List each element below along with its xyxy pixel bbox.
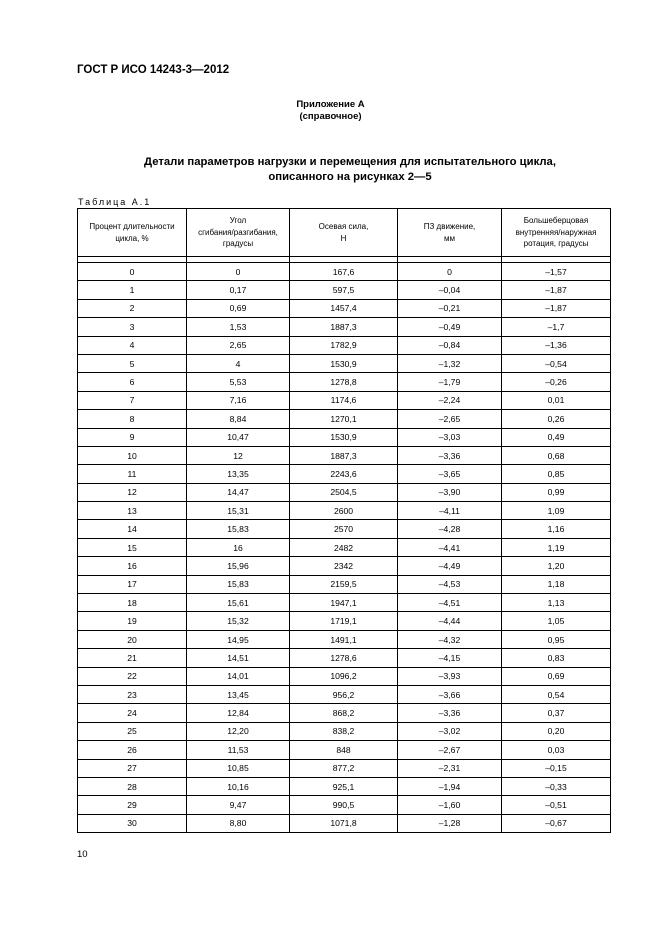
table-row: [78, 759, 611, 777]
table-row: [78, 704, 611, 722]
cell-flexion-angle: 15,32: [187, 612, 290, 630]
col-header-tibial-rotation: [502, 209, 611, 257]
cell-flexion-angle: 0: [187, 263, 290, 281]
cell-cycle-percent: 0: [78, 263, 187, 281]
cell-axial-force: 2482: [290, 538, 398, 556]
cell-tibial-rotation: 1,16: [502, 520, 611, 538]
cell-cycle-percent: 1: [78, 281, 187, 299]
cell-axial-force: 1071,8: [290, 814, 398, 832]
cell-tibial-rotation: –1,87: [502, 299, 611, 317]
cell-cycle-percent: 20: [78, 630, 187, 648]
cell-flexion-angle: 12: [187, 446, 290, 464]
table-row: [78, 685, 611, 703]
cell-flexion-angle: 0,17: [187, 281, 290, 299]
cell-axial-force: 990,5: [290, 796, 398, 814]
cell-flexion-angle: 15,61: [187, 594, 290, 612]
cell-tibial-rotation: –1,57: [502, 263, 611, 281]
cell-ap-motion: –3,03: [398, 428, 502, 446]
cell-cycle-percent: 18: [78, 594, 187, 612]
cell-axial-force: 1782,9: [290, 336, 398, 354]
cell-cycle-percent: 9: [78, 428, 187, 446]
table-body: [78, 263, 611, 833]
cell-tibial-rotation: 0,99: [502, 483, 611, 501]
table-row: [78, 649, 611, 667]
cell-flexion-angle: 12,84: [187, 704, 290, 722]
cell-tibial-rotation: –1,36: [502, 336, 611, 354]
cell-axial-force: 877,2: [290, 759, 398, 777]
header-line: сгибания/разгибания,: [198, 227, 278, 237]
table-row: [78, 391, 611, 409]
header-line: Большеберцовая: [523, 216, 589, 226]
cell-tibial-rotation: 0,54: [502, 685, 611, 703]
document-title: [80, 155, 620, 185]
col-header-cycle-percent: [78, 209, 187, 257]
table-row: [78, 630, 611, 648]
cell-ap-motion: –4,41: [398, 538, 502, 556]
cell-tibial-rotation: 1,20: [502, 557, 611, 575]
cell-cycle-percent: 3: [78, 318, 187, 336]
cell-flexion-angle: 16: [187, 538, 290, 556]
cell-axial-force: 2159,5: [290, 575, 398, 593]
cell-flexion-angle: 15,83: [187, 520, 290, 538]
cell-cycle-percent: 26: [78, 741, 187, 759]
cell-flexion-angle: 7,16: [187, 391, 290, 409]
header-line: ротация, градусы: [523, 239, 589, 249]
cell-axial-force: 848: [290, 741, 398, 759]
cell-ap-motion: –2,65: [398, 410, 502, 428]
cell-tibial-rotation: –1,7: [502, 318, 611, 336]
header-line: Процент длительности: [89, 222, 175, 231]
col-header-ap-motion: [398, 209, 502, 257]
cell-cycle-percent: 21: [78, 649, 187, 667]
cell-cycle-percent: 6: [78, 373, 187, 391]
cell-tibial-rotation: 0,85: [502, 465, 611, 483]
table-row: [78, 410, 611, 428]
cell-tibial-rotation: 0,20: [502, 722, 611, 740]
cell-axial-force: 597,5: [290, 281, 398, 299]
cell-ap-motion: –1,32: [398, 354, 502, 372]
cell-cycle-percent: 12: [78, 483, 187, 501]
cell-tibial-rotation: –0,33: [502, 777, 611, 795]
cell-ap-motion: –3,36: [398, 446, 502, 464]
table-row: [78, 796, 611, 814]
cell-flexion-angle: 13,45: [187, 685, 290, 703]
cell-ap-motion: –4,32: [398, 630, 502, 648]
col-header-axial-force: [290, 209, 398, 257]
cell-cycle-percent: 30: [78, 814, 187, 832]
cell-axial-force: 1096,2: [290, 667, 398, 685]
cell-flexion-angle: 8,84: [187, 410, 290, 428]
cell-tibial-rotation: 1,05: [502, 612, 611, 630]
cell-axial-force: 868,2: [290, 704, 398, 722]
cell-tibial-rotation: 1,18: [502, 575, 611, 593]
table-row: [78, 557, 611, 575]
cell-tibial-rotation: 0,37: [502, 704, 611, 722]
cell-cycle-percent: 4: [78, 336, 187, 354]
cell-tibial-rotation: 0,69: [502, 667, 611, 685]
document-title-line: описанного на рисунках 2—5: [268, 171, 432, 183]
annex-heading: [0, 99, 661, 123]
table-row: [78, 667, 611, 685]
cell-tibial-rotation: 1,19: [502, 538, 611, 556]
cell-axial-force: 1491,1: [290, 630, 398, 648]
cell-ap-motion: –4,51: [398, 594, 502, 612]
cell-flexion-angle: 0,69: [187, 299, 290, 317]
cell-axial-force: 956,2: [290, 685, 398, 703]
cell-flexion-angle: 15,96: [187, 557, 290, 575]
table-row: [78, 777, 611, 795]
cell-ap-motion: –2,31: [398, 759, 502, 777]
cell-ap-motion: –4,49: [398, 557, 502, 575]
cell-flexion-angle: 10,16: [187, 777, 290, 795]
cell-ap-motion: –0,84: [398, 336, 502, 354]
table-header-row: [78, 209, 611, 257]
cell-ap-motion: –3,90: [398, 483, 502, 501]
cell-axial-force: 1887,3: [290, 318, 398, 336]
table-row: [78, 612, 611, 630]
cell-tibial-rotation: 1,13: [502, 594, 611, 612]
header-line: ПЗ движение,: [423, 222, 476, 231]
header-line: Угол: [229, 216, 247, 226]
cell-cycle-percent: 24: [78, 704, 187, 722]
standard-code: ГОСТ Р ИСО 14243-3—2012: [77, 64, 230, 76]
cell-axial-force: 838,2: [290, 722, 398, 740]
cell-tibial-rotation: 1,09: [502, 502, 611, 520]
cell-tibial-rotation: –0,15: [502, 759, 611, 777]
cell-ap-motion: –1,28: [398, 814, 502, 832]
cell-flexion-angle: 11,53: [187, 741, 290, 759]
cell-axial-force: 1278,8: [290, 373, 398, 391]
cell-cycle-percent: 25: [78, 722, 187, 740]
cell-cycle-percent: 19: [78, 612, 187, 630]
cell-ap-motion: –0,49: [398, 318, 502, 336]
table-row: [78, 446, 611, 464]
cell-axial-force: 925,1: [290, 777, 398, 795]
cell-flexion-angle: 10,85: [187, 759, 290, 777]
header-line: внутренняя/наружная: [515, 227, 597, 237]
annex-status: (справочное): [299, 111, 362, 122]
cell-axial-force: 1887,3: [290, 446, 398, 464]
cell-ap-motion: –4,53: [398, 575, 502, 593]
cell-cycle-percent: 14: [78, 520, 187, 538]
cell-flexion-angle: 14,95: [187, 630, 290, 648]
cell-cycle-percent: 15: [78, 538, 187, 556]
cell-axial-force: 1530,9: [290, 354, 398, 372]
cell-axial-force: 1530,9: [290, 428, 398, 446]
cell-cycle-percent: 17: [78, 575, 187, 593]
cell-cycle-percent: 27: [78, 759, 187, 777]
table-row: [78, 483, 611, 501]
cell-ap-motion: –1,79: [398, 373, 502, 391]
cell-ap-motion: –1,94: [398, 777, 502, 795]
header-line: мм: [444, 233, 455, 243]
cell-flexion-angle: 15,83: [187, 575, 290, 593]
table-row: [78, 520, 611, 538]
cell-cycle-percent: 11: [78, 465, 187, 483]
table-row: [78, 722, 611, 740]
table-row: [78, 575, 611, 593]
cell-ap-motion: –0,21: [398, 299, 502, 317]
cell-ap-motion: 0: [398, 263, 502, 281]
cell-cycle-percent: 5: [78, 354, 187, 372]
cell-tibial-rotation: 0,83: [502, 649, 611, 667]
cell-ap-motion: –4,28: [398, 520, 502, 538]
table-label: Таблица А.1: [78, 197, 152, 207]
table-row: [78, 814, 611, 832]
cell-ap-motion: –3,65: [398, 465, 502, 483]
cell-ap-motion: –4,11: [398, 502, 502, 520]
cell-flexion-angle: 4: [187, 354, 290, 372]
cell-ap-motion: –1,60: [398, 796, 502, 814]
cell-tibial-rotation: –1,87: [502, 281, 611, 299]
table-row: [78, 336, 611, 354]
cell-tibial-rotation: 0,01: [502, 391, 611, 409]
cell-axial-force: 1947,1: [290, 594, 398, 612]
cell-cycle-percent: 23: [78, 685, 187, 703]
cell-tibial-rotation: 0,03: [502, 741, 611, 759]
cell-axial-force: 2600: [290, 502, 398, 520]
header-line: цикла, %: [115, 233, 149, 243]
cell-tibial-rotation: –0,54: [502, 354, 611, 372]
cell-flexion-angle: 14,01: [187, 667, 290, 685]
cell-ap-motion: –3,93: [398, 667, 502, 685]
table-row: [78, 263, 611, 281]
header-line: градусы: [222, 239, 254, 249]
header-line: Осевая сила,: [318, 222, 369, 231]
cell-tibial-rotation: 0,95: [502, 630, 611, 648]
cell-tibial-rotation: –0,67: [502, 814, 611, 832]
table-row: [78, 354, 611, 372]
table-row: [78, 299, 611, 317]
table-row: [78, 281, 611, 299]
table-row: [78, 741, 611, 759]
table-row: [78, 373, 611, 391]
cell-flexion-angle: 9,47: [187, 796, 290, 814]
cell-cycle-percent: 29: [78, 796, 187, 814]
cell-ap-motion: –2,67: [398, 741, 502, 759]
cell-axial-force: 2504,5: [290, 483, 398, 501]
cell-ap-motion: –4,44: [398, 612, 502, 630]
cell-flexion-angle: 10,47: [187, 428, 290, 446]
cell-axial-force: 2570: [290, 520, 398, 538]
cell-axial-force: 2243,6: [290, 465, 398, 483]
header-line: Н: [340, 233, 347, 243]
cell-cycle-percent: 8: [78, 410, 187, 428]
cell-cycle-percent: 28: [78, 777, 187, 795]
cell-axial-force: 2342: [290, 557, 398, 575]
cell-flexion-angle: 5,53: [187, 373, 290, 391]
data-table: [77, 208, 611, 833]
cell-cycle-percent: 22: [78, 667, 187, 685]
cell-axial-force: 1278,6: [290, 649, 398, 667]
cell-tibial-rotation: 0,49: [502, 428, 611, 446]
cell-flexion-angle: 15,31: [187, 502, 290, 520]
document-title-line: Детали параметров нагрузки и перемещения для испытательного цикла,: [144, 156, 556, 168]
cell-cycle-percent: 2: [78, 299, 187, 317]
cell-ap-motion: –4,15: [398, 649, 502, 667]
cell-cycle-percent: 13: [78, 502, 187, 520]
cell-flexion-angle: 14,51: [187, 649, 290, 667]
cell-ap-motion: –2,24: [398, 391, 502, 409]
cell-ap-motion: –0,04: [398, 281, 502, 299]
cell-ap-motion: –3,36: [398, 704, 502, 722]
table-row: [78, 318, 611, 336]
cell-cycle-percent: 10: [78, 446, 187, 464]
cell-tibial-rotation: 0,26: [502, 410, 611, 428]
table-row: [78, 594, 611, 612]
cell-tibial-rotation: –0,51: [502, 796, 611, 814]
cell-axial-force: 1270,1: [290, 410, 398, 428]
table-row: [78, 465, 611, 483]
cell-axial-force: 1174,6: [290, 391, 398, 409]
cell-flexion-angle: 2,65: [187, 336, 290, 354]
page-number: 10: [77, 849, 88, 860]
col-header-flexion-angle: [187, 209, 290, 257]
cell-flexion-angle: 8,80: [187, 814, 290, 832]
table-row: [78, 428, 611, 446]
cell-flexion-angle: 1,53: [187, 318, 290, 336]
cell-flexion-angle: 12,20: [187, 722, 290, 740]
annex-title: Приложение А: [296, 99, 365, 110]
cell-cycle-percent: 7: [78, 391, 187, 409]
cell-cycle-percent: 16: [78, 557, 187, 575]
cell-axial-force: 167,6: [290, 263, 398, 281]
table-row: [78, 502, 611, 520]
cell-axial-force: 1457,4: [290, 299, 398, 317]
cell-ap-motion: –3,02: [398, 722, 502, 740]
cell-ap-motion: –3,66: [398, 685, 502, 703]
cell-tibial-rotation: –0,26: [502, 373, 611, 391]
cell-axial-force: 1719,1: [290, 612, 398, 630]
cell-flexion-angle: 13,35: [187, 465, 290, 483]
cell-tibial-rotation: 0,68: [502, 446, 611, 464]
table-row: [78, 538, 611, 556]
cell-flexion-angle: 14,47: [187, 483, 290, 501]
